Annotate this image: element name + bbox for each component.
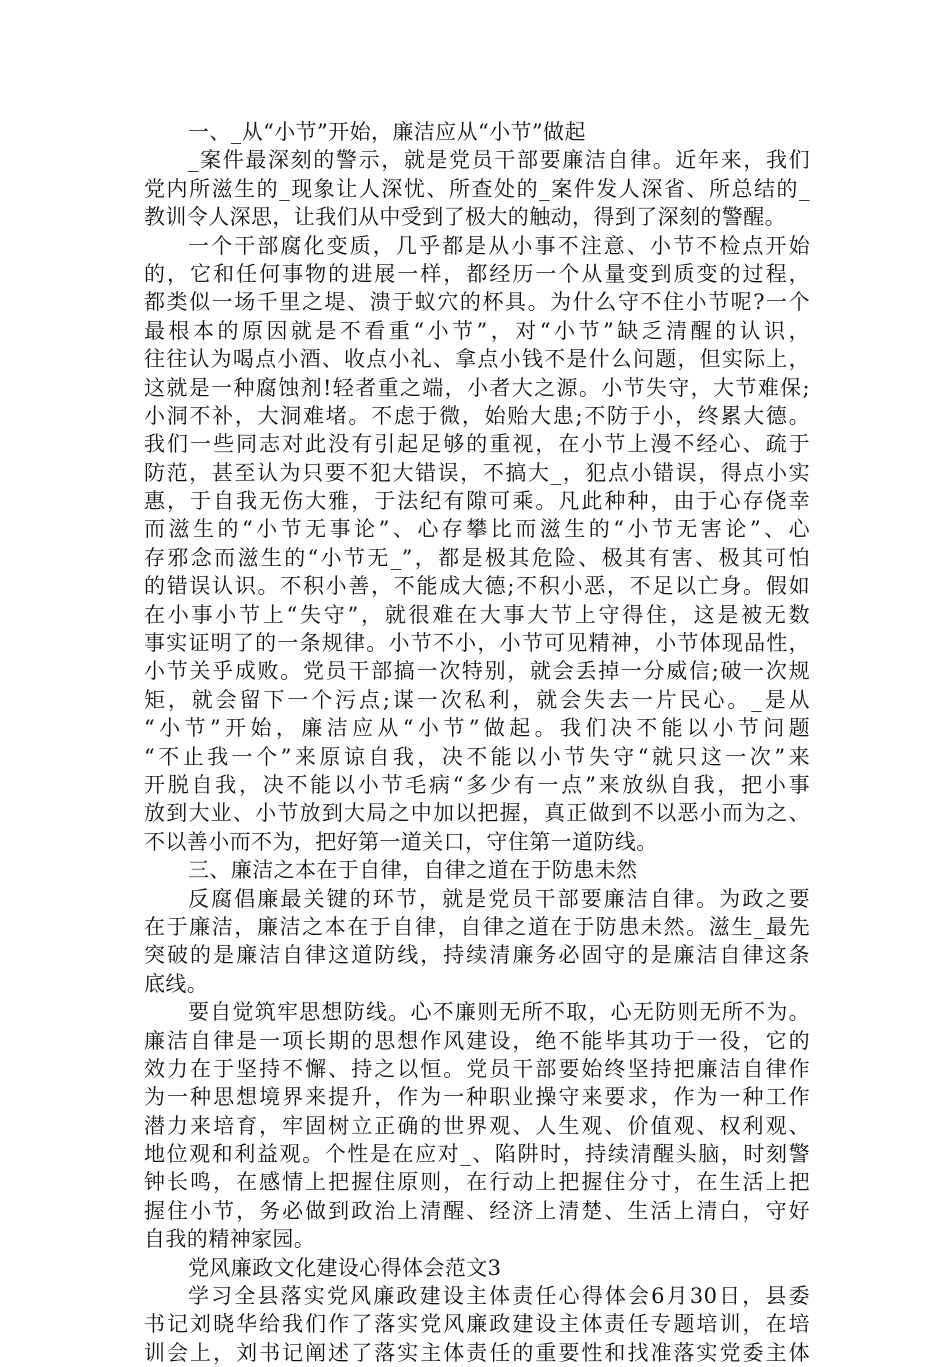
text-line: 的，它和任何事物的进展一样，都经历一个从量变到质变的过程， bbox=[144, 261, 810, 286]
text-line: 存邪念而滋生的“小节无_”，都是极其危险、极其有害、极其可怕 bbox=[144, 545, 810, 570]
text-line: 在小事小节上“失守”，就很难在大事大节上守得住，这是被无数 bbox=[144, 602, 810, 627]
text-line: _案件最深刻的警示，就是党员干部要廉洁自律。近年来，我们 bbox=[188, 148, 810, 173]
text-line: 自我的精神家园。 bbox=[144, 1227, 316, 1252]
text-line: 在于廉洁，廉洁之本在于自律，自律之道在于防患未然。滋生_最先 bbox=[144, 914, 810, 939]
text-line: 一个干部腐化变质，几乎都是从小事不注意、小节不检点开始 bbox=[188, 233, 810, 258]
text-line: 而滋生的“小节无事论”、心存攀比而滋生的“小节无害论”、心 bbox=[144, 517, 810, 542]
text-line: 底线。 bbox=[144, 971, 209, 996]
text-line: 学习全县落实党风廉政建设主体责任心得体会6月30日，县委 bbox=[188, 1284, 810, 1309]
text-line: 党内所滋生的_现象让人深忧、所查处的_案件发人深省、所总结的_ bbox=[144, 176, 810, 201]
text-line: 潜力来培育，牢固树立正确的世界观、人生观、价值观、权利观、 bbox=[144, 1113, 810, 1138]
text-line: “小节”开始，廉洁应从“小节”做起。我们决不能以小节问题 bbox=[144, 716, 810, 741]
text-line: 党风廉政文化建设心得体会范文3 bbox=[188, 1255, 502, 1280]
text-line: 一、_从“小节”开始，廉洁应从“小节”做起 bbox=[188, 120, 586, 144]
text-line: 惠，于自我无伤大雅，于法纪有隙可乘。凡此种种，由于心存侥幸 bbox=[144, 489, 810, 514]
text-line: 防范，甚至认为只要不犯大错误，不搞大_，犯点小错误，得点小实 bbox=[144, 460, 810, 485]
text-line: 的错误认识。不积小善，不能成大德;不积小恶，不足以亡身。假如 bbox=[144, 574, 810, 599]
text-line: 矩，就会留下一个污点;谋一次私利，就会失去一片民心。_是从 bbox=[144, 687, 810, 712]
text-line: 地位观和利益观。个性是在应对_、陷阱时，持续清醒头脑，时刻警 bbox=[144, 1142, 810, 1167]
text-line: 开脱自我，决不能以小节毛病“多少有一点”来放纵自我，把小事 bbox=[144, 772, 810, 797]
text-line: 训会上，刘书记阐述了落实主体责任的重要性和找准落实党委主体 bbox=[144, 1340, 810, 1365]
text-line: 事实证明了的一条规律。小节不小，小节可见精神，小节体现品性， bbox=[144, 631, 810, 656]
text-line: 突破的是廉洁自律这道防线，持续清廉务必固守的是廉洁自律这条 bbox=[144, 943, 810, 968]
text-line: 反腐倡廉最关键的环节，就是党员干部要廉洁自律。为政之要 bbox=[188, 886, 810, 911]
text-line: 往往认为喝点小酒、收点小礼、拿点小钱不是什么问题，但实际上， bbox=[144, 347, 810, 372]
text-line: 都类似一场千里之堤、溃于蚁穴的杯具。为什么守不住小节呢?一个 bbox=[144, 290, 810, 315]
text-line: 书记刘晓华给我们作了落实党风廉政建设主体责任专题培训，在培 bbox=[144, 1312, 810, 1337]
text-line: 我们一些同志对此没有引起足够的重视，在小节上漫不经心、疏于 bbox=[144, 432, 810, 457]
text-line: 不以善小而不为，把好第一道关口，守住第一道防线。 bbox=[144, 829, 658, 854]
text-line: “不止我一个”来原谅自我，决不能以小节失守“就只这一次”来 bbox=[144, 744, 810, 769]
text-line: 教训令人深思，让我们从中受到了极大的触动，得到了深刻的警醒。 bbox=[144, 205, 786, 230]
text-line: 钟长鸣，在感情上把握住原则，在行动上把握住分寸，在生活上把 bbox=[144, 1170, 810, 1195]
document-page bbox=[144, 118, 810, 1367]
text-line: 这就是一种腐蚀剂!轻者重之端，小者大之源。小节失守，大节难保; bbox=[144, 375, 810, 400]
text-line: 放到大业、小节放到大局之中加以把握，真正做到不以恶小而为之、 bbox=[144, 801, 810, 826]
text-line: 要自觉筑牢思想防线。心不廉则无所不取，心无防则无所不为。 bbox=[188, 1000, 810, 1025]
text-line: 为一种思想境界来提升，作为一种职业操守来要求，作为一种工作 bbox=[144, 1085, 810, 1110]
text-line: 最根本的原因就是不看重“小节”，对“小节”缺乏清醒的认识， bbox=[144, 318, 810, 343]
text-line: 三、廉洁之本在于自律，自律之道在于防患未然 bbox=[188, 858, 638, 883]
text-line: 效力在于坚持不懈、持之以恒。党员干部要始终坚持把廉洁自律作 bbox=[144, 1056, 810, 1081]
text-line: 小洞不补，大洞难堵。不虑于微，始贻大患;不防于小，终累大德。 bbox=[144, 403, 810, 428]
text-line: 廉洁自律是一项长期的思想作风建设，绝不能毕其功于一役，它的 bbox=[144, 1028, 810, 1053]
text-line: 握住小节，务必做到政治上清醒、经济上清楚、生活上清白，守好 bbox=[144, 1198, 810, 1223]
text-line: 小节关乎成败。党员干部搞一次特别，就会丢掉一分威信;破一次规 bbox=[144, 659, 810, 684]
